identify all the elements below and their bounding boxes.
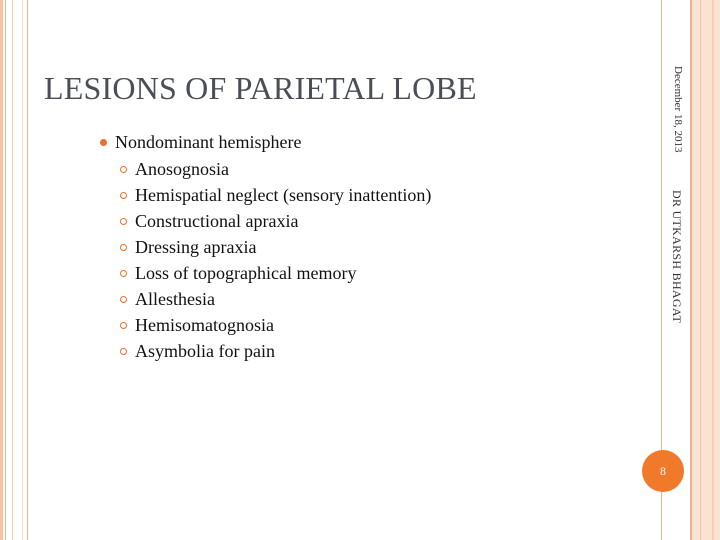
list-item-level-2 — [120, 286, 650, 312]
ring-bullet-icon — [120, 348, 127, 355]
right-stripe — [712, 0, 714, 540]
bullet-list — [100, 130, 650, 364]
ring-bullet-icon — [120, 322, 127, 329]
slide-title: LESIONS OF PARIETAL LOBE — [44, 70, 477, 106]
ring-bullet-icon — [120, 270, 127, 277]
list-item-text: Dressing apraxia — [135, 236, 257, 257]
list-item-text: Hemispatial neglect (sensory inattention) — [135, 184, 432, 205]
page-number: 8 — [660, 463, 666, 478]
list-item-text: Hemisomatognosia — [135, 314, 274, 335]
list-item-text: Allesthesia — [135, 288, 215, 309]
list-item-level-2 — [120, 182, 650, 208]
ring-bullet-icon — [120, 166, 127, 173]
list-item-text: Asymbolia for pain — [135, 340, 275, 361]
list-item-text: Nondominant hemisphere — [115, 131, 302, 152]
right-stripe — [700, 0, 701, 540]
ring-bullet-icon — [120, 218, 127, 225]
list-item-level-2 — [120, 156, 650, 182]
list-item-level-1 — [100, 130, 650, 154]
author-label: DR UTKARSH BHAGAT — [670, 190, 684, 324]
filled-circle-bullet-icon — [100, 139, 107, 146]
ring-bullet-icon — [120, 192, 127, 199]
left-stripe — [12, 0, 13, 540]
list-item-text: Loss of topographical memory — [135, 262, 357, 283]
list-item-text: Constructional apraxia — [135, 210, 299, 231]
list-item-level-2 — [120, 312, 650, 338]
ring-bullet-icon — [120, 296, 127, 303]
list-item-text: Anosognosia — [135, 158, 229, 179]
left-stripe — [27, 0, 28, 540]
ring-bullet-icon — [120, 244, 127, 251]
list-item-level-2 — [120, 338, 650, 364]
list-item-level-2 — [120, 208, 650, 234]
date-label: December 18, 2013 — [672, 66, 684, 153]
list-item-level-2 — [120, 260, 650, 286]
list-item-level-2 — [120, 234, 650, 260]
left-stripe — [5, 0, 6, 540]
left-stripe — [0, 0, 3, 540]
left-stripe — [22, 0, 23, 540]
page-number-badge — [642, 450, 684, 492]
right-stripe — [692, 0, 720, 540]
